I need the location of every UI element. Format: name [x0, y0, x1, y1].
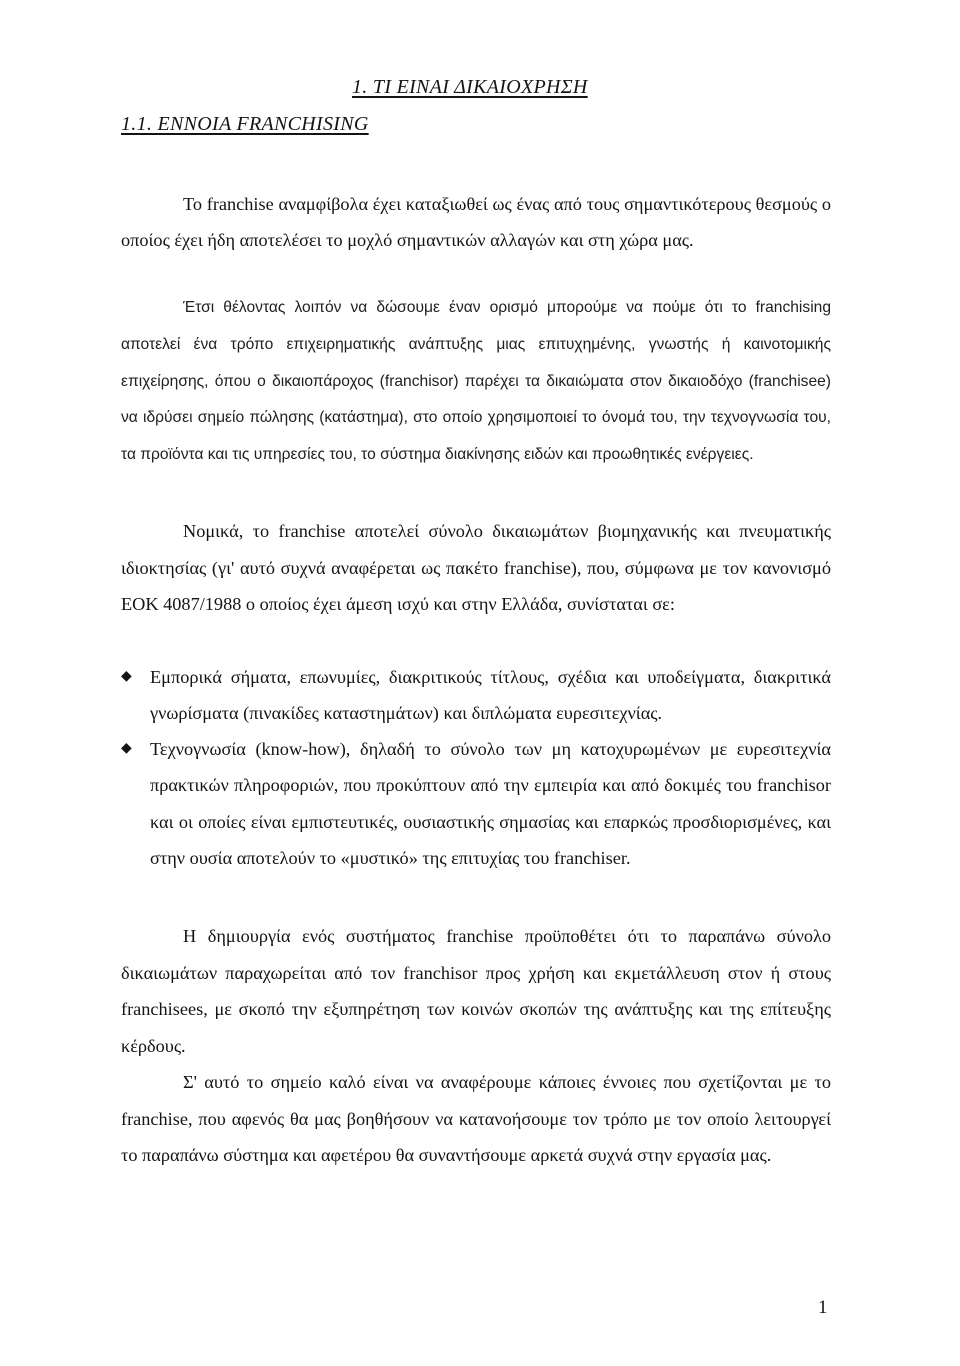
concepts-paragraph: Σ' αυτό το σημείο καλό είναι να αναφέρουμε κάποιες έννοιες που σχετίζονται με το franchise, που αφενός θα μας βοηθήσουν να κατανοήσουμε τον τρόπο με τον οποίο λειτουργεί το παραπάνω σύστημα και αφετέρου θα συναντήσουμε αρκετά συχνά στην εργασία μας.	[121, 1072, 831, 1165]
list-item-text: Τεχνογνωσία (know-how), δηλαδή το σύνολο των μη κατοχυρωμένων με ευρεσιτεχνία πρακτικών πληροφοριών, που προκύπτουν από την εμπειρία και από δοκιμές του franchisor και οι οποίες είναι εμπιστευτικές, ουσιαστικής σημασίας και επαρκώς προσδιορισμένες, και στην ουσία αποτελούν το «μυστικό» της επιτυχίας του franchiser.	[150, 739, 831, 869]
section-heading: 1.1. ΕΝΝΟΙΑ FRANCHISING	[121, 113, 369, 135]
legal-paragraph: Νομικά, το franchise αποτελεί σύνολο δικαιωμάτων βιομηχανικής και πνευματικής ιδιοκτησίας (γι' αυτό συχνά αναφέρεται ως πακέτο franchise), που, σύμφωνα με τον κανονισμό ΕΟΚ 4087/1988 ο οποίος έχει άμεση ισχύ και στην Ελλάδα, συνίσταται σε:	[121, 521, 831, 614]
definition-paragraph: Έτσι θέλοντας λοιπόν να δώσουμε έναν ορισμό μπορούμε να πούμε ότι το franchising αποτελεί ένα τρόπο επιχειρηματικής ανάπτυξης μιας επιτυχημένης, γνωστής ή καινοτομικής επιχείρησης, όπου ο δικαιοπάροχος (franchisor) παρέχει τα δικαιώματα στον δικαιοδόχο (franchisee) να ιδρύσει σημείο πώλησης (κατάστημα), στο οποίο χρησιμοποιεί το όνομά του, την τεχνογνωσία του, τα προϊόντα και τις υπηρεσίες του, το σύστημα διακίνησης ειδών και προωθητικές ενέργειες.	[121, 299, 831, 464]
diamond-bullet-icon: ◆	[121, 741, 132, 756]
intro-paragraph: Το franchise αναμφίβολα έχει καταξιωθεί ως ένας από τους σημαντικότερους θεσμούς ο οποίος έχει ήδη αποτελέσει το μοχλό σημαντικών αλλαγών και στη χώρα μας.	[121, 194, 831, 250]
list-item-text: Εμπορικά σήματα, επωνυμίες, διακριτικούς τίτλους, σχέδια και υποδείγματα, διακριτικά γνωρίσματα (πινακίδες καταστημάτων) και διπλώματα ευρεσιτεχνίας.	[150, 667, 831, 724]
list-item	[121, 659, 831, 732]
page-number: 1	[818, 1297, 828, 1318]
chapter-heading: 1. ΤΙ ΕΙΝΑΙ ΔΙΚΑΙΟΧΡΗΣΗ	[352, 76, 588, 98]
system-paragraph: Η δημιουργία ενός συστήματος franchise προϋποθέτει ότι το παραπάνω σύνολο δικαιωμάτων παραχωρείται από τον franchisor προς χρήση και εκμετάλλευση στον ή στους franchisees, με σκοπό την εξυπηρέτηση των κοινών σκοπών της ανάπτυξης και της επίτευξης κέρδους.	[121, 926, 831, 1056]
diamond-bullet-icon: ◆	[121, 669, 132, 684]
list-item	[121, 731, 831, 877]
